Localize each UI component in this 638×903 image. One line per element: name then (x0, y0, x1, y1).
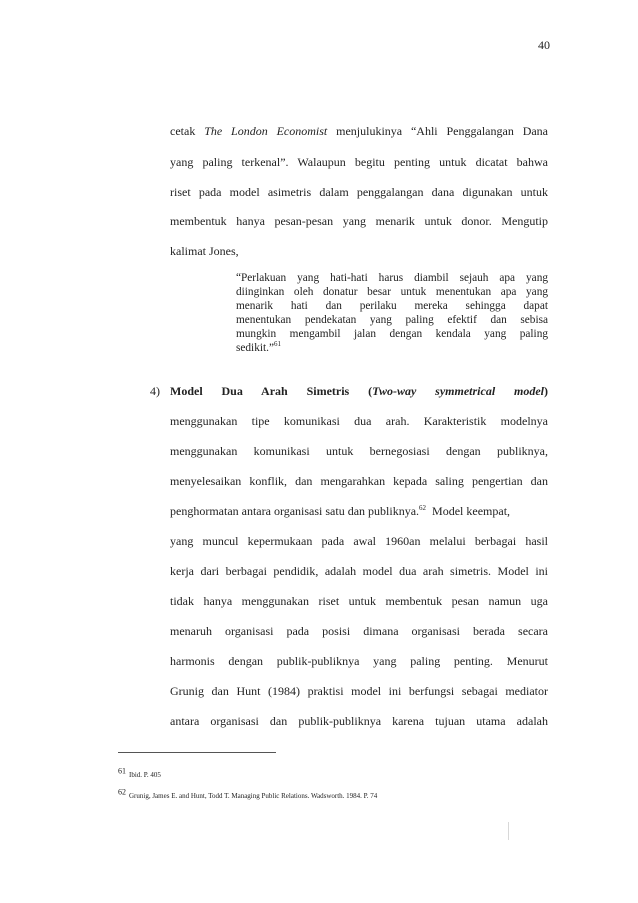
body-text-line: kalimat Jones, (170, 244, 239, 258)
body-text-line: kerja dari berbagai pendidik, adalah model dua arah simetris. Model ini (170, 564, 548, 578)
body-text-line: yang muncul kepermukaan pada awal 1960an melalui berbagai hasil (170, 534, 548, 548)
list-item-heading (170, 384, 548, 398)
footnote-number: 61 (118, 766, 126, 776)
text-run: cetak (170, 124, 205, 138)
text-run: penghormatan antara organisasi satu dan publiknya. (170, 504, 420, 518)
footnote-text: Ibid. P. 405 (129, 771, 161, 779)
text-run: Model keempat, (426, 504, 511, 518)
body-text-line: menggunakan komunikasi untuk bernegosiasi dengan publiknya, (170, 444, 548, 458)
block-quote-line: “Perlakuan yang hati-hati harus diambil sejauh apa yang (236, 272, 548, 284)
text-run: Model Dua Arah Simetris ( (170, 384, 373, 398)
body-text-line: riset pada model asimetris dalam penggalangan dana digunakan untuk (170, 185, 548, 199)
body-text-line: harmonis dengan publik-publiknya yang paling penting. Menurut (170, 654, 548, 668)
scan-margin-mark (508, 822, 509, 840)
footnote-reference: 62 (419, 504, 427, 512)
footnote (118, 766, 161, 780)
block-quote-line: diinginkan oleh donatur besar untuk menentukan apa yang (236, 286, 548, 298)
footnote-text: Grunig, James E. and Hunt, Todd T. Managing Public Relations. Wadsworth. 1984. P. 74 (129, 792, 378, 800)
footnote (118, 787, 378, 801)
body-text-line: antara organisasi dan publik-publiknya karena tujuan utama adalah (170, 714, 548, 728)
text-run: menjulukinya “Ahli Penggalangan Dana (327, 124, 549, 138)
body-text-line (170, 504, 548, 518)
footnote-number: 62 (118, 787, 126, 797)
block-quote-line: mungkin mengambil jalan dengan kendala yang paling (236, 328, 548, 340)
body-text-line: menaruh organisasi pada posisi dimana organisasi berada secara (170, 624, 548, 638)
list-item-number: 4) (150, 384, 160, 398)
text-run: ) (544, 384, 549, 398)
text-run: Two-way symmetrical model (372, 384, 545, 398)
body-text-line: tidak hanya menggunakan riset untuk membentuk pesan namun uga (170, 594, 548, 608)
text-run: sedikit.” (236, 342, 274, 354)
publication-title: The London Economist (204, 124, 328, 138)
footnote-separator (118, 752, 276, 753)
body-text-line: yang paling terkenal”. Walaupun begitu penting untuk dicatat bahwa (170, 155, 548, 169)
body-text-line: Grunig dan Hunt (1984) praktisi model ini berfungsi sebagai mediator (170, 684, 548, 698)
body-text-line: menggunakan tipe komunikasi dua arah. Karakteristik modelnya (170, 414, 548, 428)
block-quote-line: menentukan pendekatan yang paling efektif dan sebisa (236, 314, 548, 326)
body-text-line: membentuk hanya pesan-pesan yang menarik untuk donor. Mengutip (170, 214, 548, 228)
footnote-reference: 61 (273, 340, 281, 349)
block-quote-line (236, 342, 548, 355)
block-quote-line: menarik hati dan perilaku mereka sehingga dapat (236, 300, 548, 312)
page-number: 40 (538, 38, 550, 52)
body-text-line (170, 124, 548, 138)
body-text-line: menyelesaikan konflik, dan mengarahkan kepada saling pengertian dan (170, 474, 548, 488)
